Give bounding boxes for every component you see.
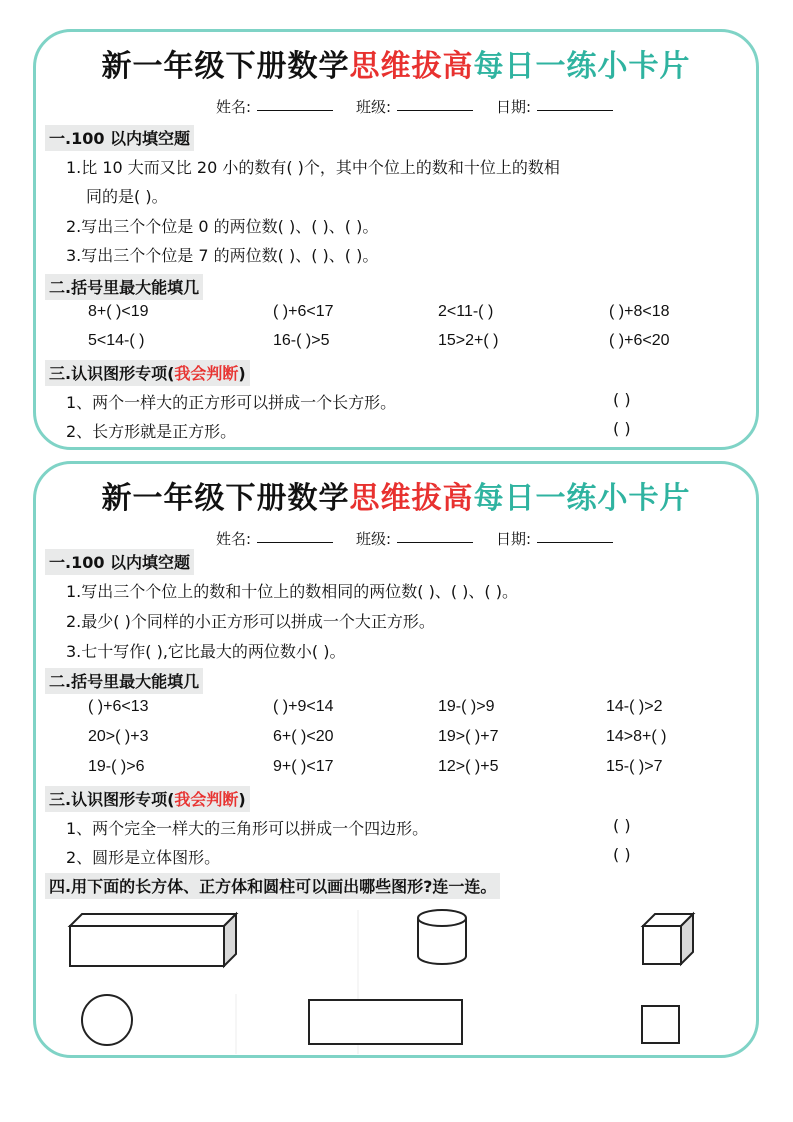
title-part-black: 新一年级下册数学 bbox=[101, 481, 350, 516]
cylinder-icon[interactable] bbox=[418, 910, 466, 964]
name-label: 姓名: bbox=[216, 98, 252, 116]
question-2: 2.最少( )个同样的小正方形可以拼成一个大正方形。 bbox=[66, 612, 435, 631]
title-part-teal: 每日一练小卡片 bbox=[473, 49, 691, 84]
section-3-heading bbox=[45, 360, 250, 386]
rectangle-icon[interactable] bbox=[309, 1000, 462, 1044]
fill-cell: 15>2+( ) bbox=[438, 332, 499, 349]
fill-cell: 19-( )>9 bbox=[438, 698, 495, 715]
judge-answer-1[interactable]: ( ) bbox=[613, 390, 631, 409]
judge-answer-2[interactable]: ( ) bbox=[613, 845, 631, 864]
judge-statement-1: 1、两个完全一样大的三角形可以拼成一个四边形。 bbox=[66, 819, 429, 838]
cuboid-icon[interactable] bbox=[70, 914, 236, 966]
section-4-heading: 四.用下面的长方体、正方体和圆柱可以画出哪些图形?连一连。 bbox=[45, 873, 500, 899]
class-blank[interactable] bbox=[397, 96, 473, 111]
square-icon[interactable] bbox=[642, 1006, 679, 1043]
date-blank[interactable] bbox=[537, 528, 613, 543]
fill-cell: 12>( )+5 bbox=[438, 758, 499, 775]
fill-cell: 9+( )<17 bbox=[273, 758, 334, 775]
date-field[interactable] bbox=[496, 96, 531, 117]
name-blank[interactable] bbox=[257, 528, 333, 543]
judge-statement-1: 1、两个一样大的正方形可以拼成一个长方形。 bbox=[66, 393, 397, 412]
class-label: 班级: bbox=[356, 530, 392, 548]
fill-cell: 5<14-( ) bbox=[88, 332, 145, 349]
question-2: 2.写出三个个位是 0 的两位数( )、( )、( )。 bbox=[66, 217, 379, 236]
card-title bbox=[36, 41, 756, 85]
section-3-highlight: 我会判断 bbox=[174, 790, 239, 809]
fill-cell: 19>( )+7 bbox=[438, 728, 499, 745]
section-3-label-end: ) bbox=[238, 364, 246, 383]
section-3-label: 三.认识图形专项( bbox=[49, 364, 175, 383]
question-1: 1.写出三个个位上的数和十位上的数相同的两位数( )、( )、( )。 bbox=[66, 582, 518, 601]
name-field[interactable] bbox=[216, 528, 251, 549]
fill-cell: 20>( )+3 bbox=[88, 728, 149, 745]
section-1-heading: 一.100 以内填空题 bbox=[45, 549, 194, 575]
title-part-black: 新一年级下册数学 bbox=[101, 49, 350, 84]
section-3-label-end: ) bbox=[238, 790, 246, 809]
date-blank[interactable] bbox=[537, 96, 613, 111]
shapes-area bbox=[36, 904, 756, 1084]
worksheet-card-2 bbox=[33, 461, 759, 1058]
date-label: 日期: bbox=[496, 530, 532, 548]
fill-cell: ( )+6<17 bbox=[273, 303, 334, 320]
card-title bbox=[36, 473, 756, 517]
fill-cell: 2<11-( ) bbox=[438, 303, 494, 320]
name-field[interactable] bbox=[216, 96, 251, 117]
title-part-red: 思维拔高 bbox=[349, 481, 474, 516]
fill-cell: 14>8+( ) bbox=[606, 728, 667, 745]
fill-cell: ( )+6<20 bbox=[609, 332, 670, 349]
section-2-heading: 二.括号里最大能填几 bbox=[45, 668, 203, 694]
judge-statement-2: 2、长方形就是正方形。 bbox=[66, 422, 237, 441]
question-1-line-1: 1.比 10 大而又比 20 小的数有( )个，其中个位上的数和十位上的数相 bbox=[66, 158, 560, 177]
title-part-teal: 每日一练小卡片 bbox=[473, 481, 691, 516]
fill-cell: 8+( )<19 bbox=[88, 303, 149, 320]
class-label: 班级: bbox=[356, 98, 392, 116]
date-field[interactable] bbox=[496, 528, 531, 549]
judge-statement-2: 2、圆形是立体图形。 bbox=[66, 848, 221, 867]
section-3-label: 三.认识图形专项( bbox=[49, 790, 175, 809]
class-blank[interactable] bbox=[397, 528, 473, 543]
section-1-heading: 一.100 以内填空题 bbox=[45, 125, 194, 151]
section-3-heading bbox=[45, 786, 250, 812]
section-3-highlight: 我会判断 bbox=[174, 364, 239, 383]
class-field[interactable] bbox=[356, 528, 391, 549]
fill-cell: ( )+8<18 bbox=[609, 303, 670, 320]
class-field[interactable] bbox=[356, 96, 391, 117]
title-part-red: 思维拔高 bbox=[349, 49, 474, 84]
fill-cell: 15-( )>7 bbox=[606, 758, 663, 775]
judge-answer-1[interactable]: ( ) bbox=[613, 816, 631, 835]
question-1-line-2: 同的是( )。 bbox=[86, 187, 168, 206]
name-label: 姓名: bbox=[216, 530, 252, 548]
question-3: 3.七十写作( ),它比最大的两位数小( )。 bbox=[66, 642, 346, 661]
judge-answer-2[interactable]: ( ) bbox=[613, 419, 631, 438]
question-3: 3.写出三个个位是 7 的两位数( )、( )、( )。 bbox=[66, 246, 379, 265]
cube-icon[interactable] bbox=[643, 914, 693, 964]
name-blank[interactable] bbox=[257, 96, 333, 111]
fill-cell: 16-( )>5 bbox=[273, 332, 330, 349]
fill-cell: 14-( )>2 bbox=[606, 698, 663, 715]
date-label: 日期: bbox=[496, 98, 532, 116]
circle-icon[interactable] bbox=[82, 995, 132, 1045]
fill-cell: ( )+6<13 bbox=[88, 698, 149, 715]
section-2-heading: 二.括号里最大能填几 bbox=[45, 274, 203, 300]
fill-cell: 19-( )>6 bbox=[88, 758, 145, 775]
worksheet-card-1 bbox=[33, 29, 759, 450]
fill-cell: ( )+9<14 bbox=[273, 698, 334, 715]
fill-cell: 6+( )<20 bbox=[273, 728, 334, 745]
